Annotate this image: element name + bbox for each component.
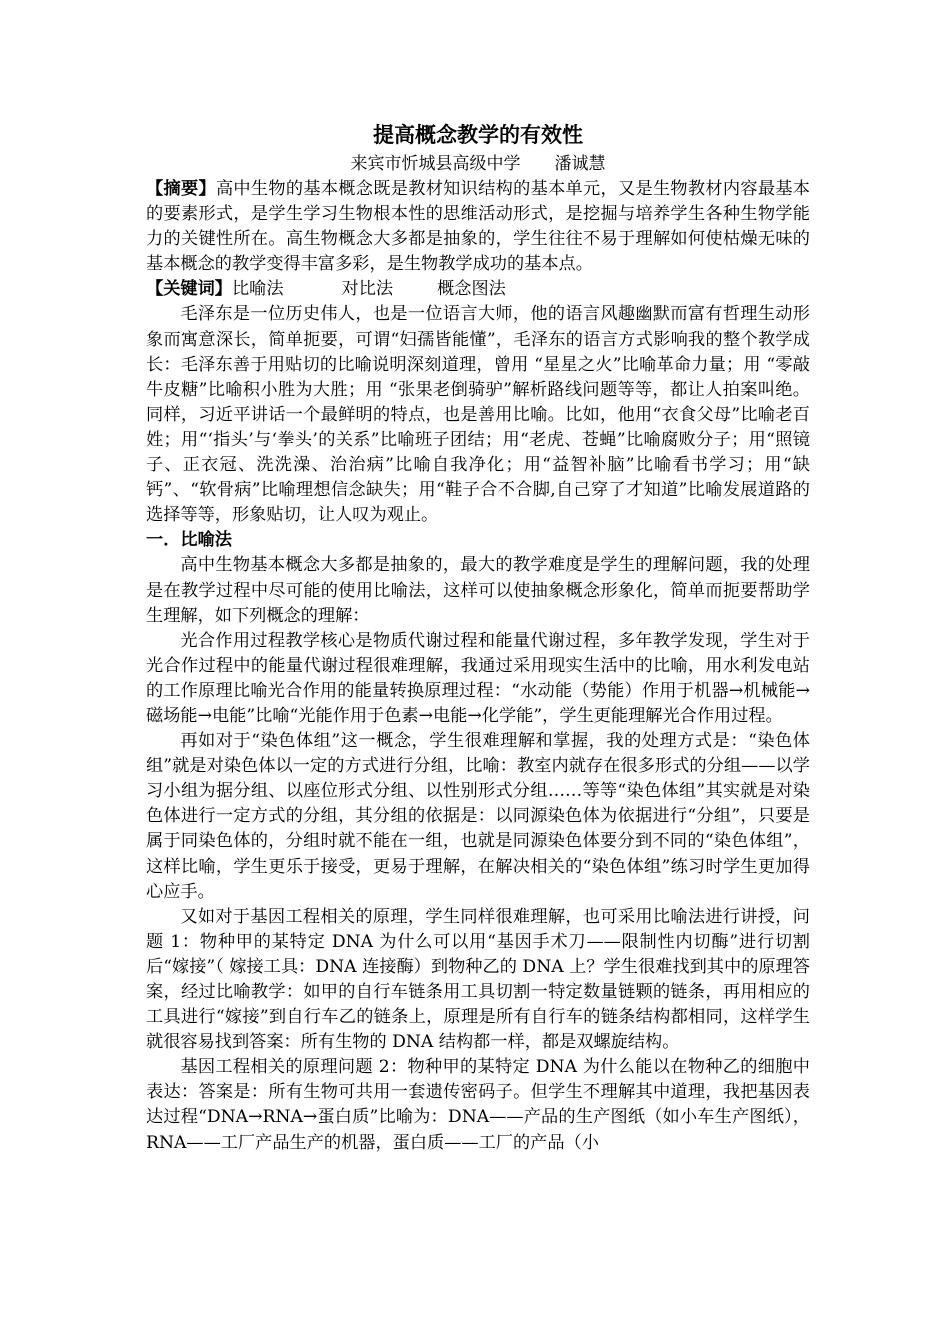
body-paragraph-4: 又如对于基因工程相关的原理，学生同样很难理解，也可采用比喻法进行讲授，问题 1：物种甲的某特定 DNA 为什么可以用“基因手术刀——限制性内切酶”进行切割后“嫁接”（ 嫁接工具：DNA 连接酶）到物种乙的 DNA 上？学生很难找到其中的原理答案，经过比喻教学：如甲的自行车链条用工具切割一特定数量链颗的链条，再用相应的工具进行“嫁接”到自行车乙的链条上，原理是所有自行车的链条结构都相同，这样学生就很容易找到答案：所有生物的 DNA 结构都一样，都是双螺旋结构。 bbox=[146, 906, 810, 1053]
body-paragraph-1: 高中生物基本概念大多都是抽象的，最大的教学难度是学生的理解问题，我的处理是在教学过程中尽可能的使用比喻法，这样可以使抽象概念形象化，简单而扼要帮助学生理解，如下列概念的理解： bbox=[146, 555, 810, 626]
abstract-paragraph bbox=[146, 177, 810, 277]
keyword-3: 概念图法 bbox=[437, 279, 506, 300]
abstract-text: 高中生物的基本概念既是教材知识结构的基本单元，又是生物教材内容最基本的要素形式，是学生学习生物根本性的思维活动形式，是挖掘与培养学生各种生物学能力的关键性所在。高生物概念大多都是抽象的，学生往往不易于理解如何使枯燥无味的基本概念的教学变得丰富多彩，是生物教学成功的基本点。 bbox=[146, 179, 810, 275]
keywords-label: 【关键词】 bbox=[146, 279, 232, 300]
keywords-line bbox=[146, 277, 810, 302]
document-page bbox=[146, 118, 810, 1156]
document-title: 提高概念教学的有效性 bbox=[373, 122, 583, 147]
abstract-label: 【摘要】 bbox=[146, 179, 216, 199]
section-heading-metaphor: 一．比喻法 bbox=[146, 530, 232, 551]
author-line: 来宾市忻城县高级中学 潘诚慧 bbox=[350, 154, 606, 174]
body-paragraph-3: 再如对于“染色体组”这一概念，学生很难理解和掌握，我的处理方式是：“染色体组”就是对染色体以一定的方式进行分组，比喻：教室内就存在很多形式的分组——以学习小组为据分组、以座位形式分组、以性别形式分组……等等“染色体组”其实就是对染色体进行一定方式的分组，其分组的依据是：以同源染色体为依据进行“分组”，只要是属于同染色体的，分组时就不能在一组，也就是同源染色体要分到不同的“染色体组”，这样比喻，学生更乐于接受，更易于理解，在解决相关的“染色体组”练习时学生更加得心应手。 bbox=[146, 731, 810, 902]
body-paragraph-5: 基因工程相关的原理问题 2：物种甲的某特定 DNA 为什么能以在物种乙的细胞中表达：答案是：所有生物可共用一套遗传密码子。但学生不理解其中道理，我把基因表达过程“DNA→RNA→蛋白质”比喻为：DNA——产品的生产图纸（如小车生产图纸），RNA——工厂产品生产的机器，蛋白质——工厂的产品（小 bbox=[146, 1057, 810, 1153]
keyword-1: 比喻法 bbox=[231, 279, 284, 300]
intro-paragraph: 毛泽东是一位历史伟人，也是一位语言大师，他的语言风趣幽默而富有哲理生动形象而寓意深长，简单扼要，可谓“妇孺皆能懂”，毛泽东的语言方式影响我的整个教学成长：毛泽东善于用贴切的比喻说明深刻道理，曾用 “星星之火”比喻革命力量；用 “零敲牛皮糖”比喻积小胜为大胜；用 “张果老倒骑驴”解析路线问题等等，都让人拍案叫绝。同样，习近平讲话一个最鲜明的特点，也是善用比喻。比如，他用“衣食父母”比喻老百姓；用“‘指头’与‘拳头’的关系”比喻班子团结；用“老虎、苍蝇”比喻腐败分子；用“照镜子、正衣冠、洗洗澡、治治病”比喻自我净化；用“益智补脑”比喻看书学习；用“缺钙”、“软骨病”比喻理想信念缺失；用“鞋子合不合脚,自己穿了才知道”比喻发展道路的选择等等，形象贴切，让人叹为观止。 bbox=[146, 304, 810, 526]
body-paragraph-2: 光合作用过程教学核心是物质代谢过程和能量代谢过程，多年教学发现，学生对于光合作过程中的能量代谢过程很难理解，我通过采用现实生活中的比喻，用水利发电站的工作原理比喻光合作用的能量转换原理过程：“水动能（势能）作用于机器→机械能→磁场能→电能”比喻“光能作用于色素→电能→化学能”，学生更能理解光合作用过程。 bbox=[146, 630, 810, 726]
keyword-2: 对比法 bbox=[341, 279, 394, 300]
